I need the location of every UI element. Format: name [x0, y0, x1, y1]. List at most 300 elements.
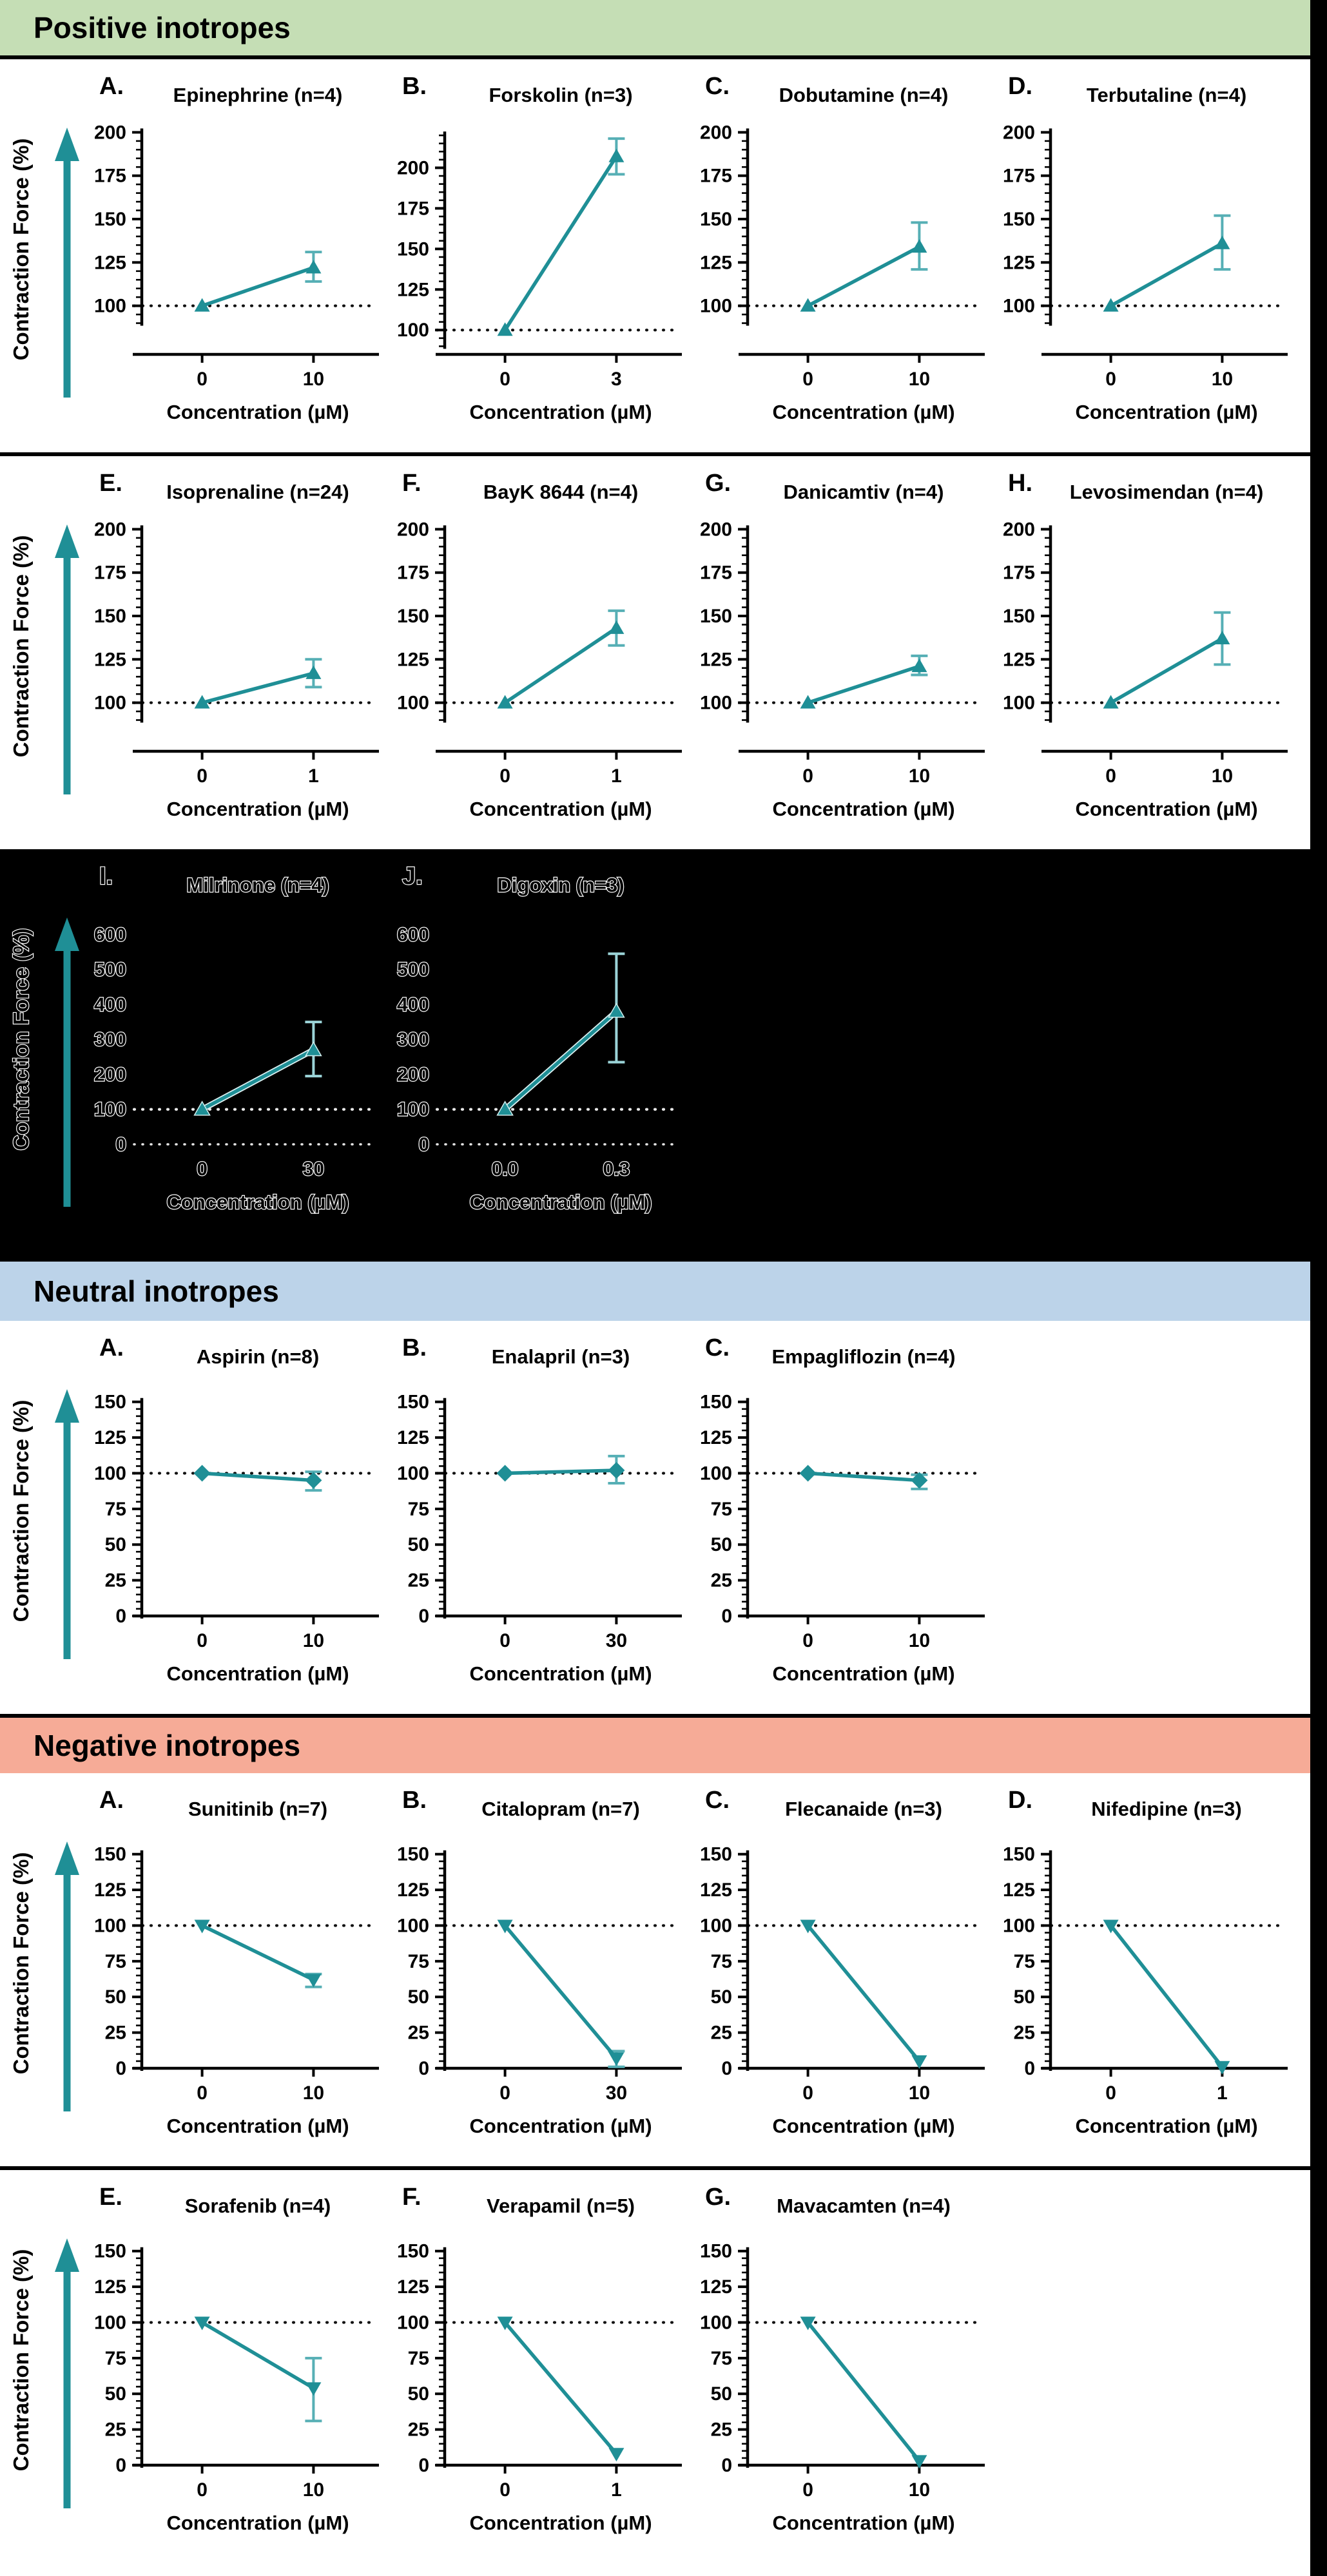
panel-letter: C.: [705, 1787, 730, 1814]
panel-letter: C.: [705, 73, 730, 100]
panel-letter: F.: [402, 2184, 421, 2211]
series-line: [505, 628, 617, 703]
x-tick-label: 0: [499, 1630, 510, 1651]
y-axis-label-canvas: [0, 2170, 90, 2563]
chart-title: Digoxin (n=3): [497, 874, 625, 896]
panel-letter: B.: [402, 1334, 427, 1361]
panel-letter: G.: [705, 2184, 731, 2211]
y-tick-label: 100: [699, 692, 732, 714]
chart-panel-d-nifedipine: [999, 1773, 1302, 2166]
data-point-marker: [305, 1042, 321, 1055]
y-tick-label: 175: [1002, 562, 1035, 584]
y-tick-label: 50: [710, 2383, 732, 2405]
series-line: [202, 1473, 314, 1480]
contraction-force-axis-label: [0, 2170, 90, 2563]
y-tick-label: 0: [418, 2058, 429, 2079]
x-tick-label: 0: [802, 369, 813, 390]
x-tick-label: 0: [802, 2479, 813, 2501]
y-tick-label: 200: [396, 1064, 429, 1086]
y-tick-label: 400: [396, 994, 429, 1015]
x-tick-label: 1: [611, 2479, 622, 2501]
y-tick-label: 75: [710, 1950, 732, 1972]
y-tick-label: 125: [93, 649, 126, 671]
y-tick-label: 100: [699, 2312, 732, 2334]
y-tick-label: 125: [699, 252, 732, 274]
chart-panel-c-flecanaide: [696, 1773, 999, 2166]
x-tick-label: 10: [908, 765, 931, 787]
chart-canvas: [696, 59, 999, 452]
y-tick-label: 500: [93, 959, 126, 981]
x-tick-label: 10: [1211, 765, 1234, 787]
y-tick-label: 0: [115, 2058, 126, 2079]
x-tick-label: 1: [1217, 2082, 1228, 2104]
y-tick-label: 0: [115, 1134, 126, 1155]
positive-row-3-black: [0, 849, 1327, 1262]
y-tick-label: 50: [710, 1534, 732, 1556]
panel-letter: E.: [99, 2184, 122, 2211]
x-tick-label: 10: [302, 1630, 325, 1651]
x-axis-title: Concentration (µM): [772, 401, 955, 423]
y-tick-label: 50: [407, 1534, 429, 1556]
x-axis-title: Concentration (µM): [469, 1191, 652, 1213]
y-tick-label: 25: [407, 2419, 429, 2441]
x-tick-label: 0: [1105, 2082, 1116, 2104]
y-tick-label: 150: [93, 1391, 126, 1413]
data-point-marker: [608, 2052, 624, 2066]
x-axis-title: Concentration (µM): [1075, 798, 1258, 820]
data-point-marker: [1214, 631, 1230, 644]
y-tick-label: 50: [407, 1986, 429, 2008]
x-tick-label: 0: [1105, 369, 1116, 390]
y-tick-label: 100: [1002, 295, 1035, 317]
y-tick-label: 50: [407, 2383, 429, 2405]
series-line: [505, 1012, 617, 1110]
x-tick-label: 10: [302, 2082, 325, 2104]
figure-right-border: [1310, 0, 1327, 2576]
section-negative: [0, 1714, 1327, 2563]
section-header-negative: [0, 1714, 1327, 1773]
y-tick-label: 125: [93, 2276, 126, 2298]
panel-letter: C.: [705, 1334, 730, 1361]
y-axis-title: Contraction Force (%): [9, 1399, 33, 1622]
chart-title: BayK 8644 (n=4): [483, 481, 639, 503]
y-axis-label-canvas: [0, 849, 90, 1262]
y-tick-label: 0: [418, 1134, 429, 1155]
y-tick-label: 600: [396, 924, 429, 946]
chart-title: Empagliflozin (n=4): [771, 1345, 956, 1368]
x-axis-title: Concentration (µM): [772, 798, 955, 820]
up-arrow-head-icon: [55, 918, 79, 951]
chart-canvas: [90, 2170, 393, 2563]
y-tick-label: 100: [699, 1915, 732, 1937]
chart-panel-e-sorafenib: [90, 2170, 393, 2563]
x-axis-title: Concentration (µM): [166, 1191, 349, 1213]
y-tick-label: 150: [396, 2240, 429, 2262]
x-tick-label: 0: [499, 765, 510, 787]
chart-panel-f-bayk8644: [393, 456, 696, 849]
y-tick-label: 100: [396, 320, 429, 341]
y-tick-label: 0: [721, 2455, 732, 2476]
x-axis-title: Concentration (µM): [772, 2115, 955, 2137]
x-tick-label: 0: [499, 369, 510, 390]
y-tick-label: 150: [699, 209, 732, 230]
y-tick-label: 100: [699, 295, 732, 317]
x-tick-label: 1: [611, 765, 622, 787]
x-axis-title: Concentration (µM): [772, 1662, 955, 1685]
chart-title: Levosimendan (n=4): [1069, 481, 1264, 503]
series-line: [808, 666, 920, 703]
y-tick-label: 125: [1002, 252, 1035, 274]
y-tick-label: 100: [93, 1915, 126, 1937]
chart-title: Terbutaline (n=4): [1086, 84, 1247, 106]
y-tick-label: 100: [396, 1915, 429, 1937]
y-tick-label: 600: [93, 924, 126, 946]
chart-canvas: [393, 1773, 696, 2166]
x-axis-title: Concentration (µM): [1075, 401, 1258, 423]
series-line: [1111, 639, 1223, 703]
chart-title: Verapamil (n=5): [486, 2195, 635, 2217]
y-tick-label: 0: [418, 1606, 429, 1627]
chart-title: Nifedipine (n=3): [1091, 1798, 1242, 1820]
y-tick-label: 50: [104, 1534, 126, 1556]
y-tick-label: 500: [396, 959, 429, 981]
y-tick-label: 150: [93, 606, 126, 627]
y-tick-label: 125: [396, 279, 429, 301]
neutral-row-1: [0, 1321, 1327, 1714]
y-tick-label: 400: [93, 994, 126, 1015]
x-tick-label: 0: [197, 2082, 208, 2104]
section-title-negative: Negative inotropes: [34, 1729, 301, 1762]
series-line: [808, 2322, 920, 2461]
panel-letter: E.: [99, 470, 122, 497]
chart-title: Danicamtiv (n=4): [783, 481, 944, 503]
y-tick-label: 150: [93, 209, 126, 230]
y-tick-label: 175: [699, 165, 732, 187]
y-tick-label: 50: [1013, 1986, 1035, 2008]
positive-row-1: [0, 59, 1327, 452]
up-arrow-head-icon: [55, 1841, 79, 1875]
chart-panel-i-milrinone: [90, 849, 393, 1262]
panel-letter: D.: [1008, 1787, 1032, 1814]
y-tick-label: 150: [1002, 606, 1035, 627]
y-tick-label: 25: [104, 2419, 126, 2441]
series-line: [202, 1925, 314, 1979]
x-tick-label: 0: [197, 369, 208, 390]
chart-canvas: [90, 1321, 393, 1714]
contraction-force-axis-label: [0, 456, 90, 849]
y-tick-label: 150: [396, 238, 429, 260]
x-tick-label: 0: [802, 765, 813, 787]
chart-title: Enalapril (n=3): [491, 1345, 630, 1368]
data-point-marker: [608, 2448, 624, 2461]
chart-canvas: [696, 456, 999, 849]
x-tick-label: 0.3: [603, 1158, 630, 1180]
chart-panel-b-forskolin: [393, 59, 696, 452]
panel-letter: A.: [99, 1787, 124, 1814]
x-tick-label: 0: [197, 1630, 208, 1651]
section-header-neutral: [0, 1262, 1327, 1321]
x-tick-label: 10: [908, 2082, 931, 2104]
y-tick-label: 150: [93, 1843, 126, 1865]
data-point-marker: [195, 2316, 210, 2330]
x-tick-label: 0: [499, 2082, 510, 2104]
series-line: [505, 157, 617, 330]
up-arrow-head-icon: [55, 524, 79, 558]
y-axis-title: Contraction Force (%): [9, 2249, 33, 2472]
chart-canvas: [393, 1321, 696, 1714]
x-tick-label: 10: [302, 2479, 325, 2501]
y-tick-label: 100: [93, 1099, 126, 1120]
panel-letter: I.: [99, 863, 113, 890]
chart-panel-c-dobutamine: [696, 59, 999, 452]
y-axis-title: Contraction Force (%): [9, 1852, 33, 2075]
chart-title: Mavacamten (n=4): [777, 2195, 951, 2217]
x-axis-title: Concentration (µM): [1075, 2115, 1258, 2137]
y-tick-label: 0: [115, 1606, 126, 1627]
chart-canvas: [393, 456, 696, 849]
contraction-force-axis-label: [0, 1321, 90, 1714]
section-neutral: [0, 1262, 1327, 1714]
negative-row-2: [0, 2166, 1327, 2563]
y-tick-label: 75: [104, 2347, 126, 2369]
chart-canvas: [393, 59, 696, 452]
chart-panel-f-verapamil: [393, 2170, 696, 2563]
y-tick-label: 25: [104, 2022, 126, 2044]
y-tick-label: 100: [396, 1463, 429, 1485]
x-axis-title: Concentration (µM): [469, 401, 652, 423]
y-tick-label: 200: [699, 122, 732, 144]
chart-panel-g-mavacamten: [696, 2170, 999, 2563]
x-tick-label: 0: [802, 1630, 813, 1651]
y-tick-label: 75: [1013, 1950, 1035, 1972]
y-tick-label: 75: [104, 1950, 126, 1972]
y-tick-label: 100: [396, 1099, 429, 1120]
empty-cell: [999, 2170, 1302, 2563]
y-tick-label: 75: [407, 2347, 429, 2369]
y-tick-label: 75: [407, 1950, 429, 1972]
series-line: [202, 267, 314, 305]
series-line: [808, 1473, 920, 1480]
data-point-marker: [497, 1465, 514, 1481]
y-tick-label: 25: [104, 1570, 126, 1591]
chart-title: Sunitinib (n=7): [188, 1798, 328, 1820]
y-tick-label: 200: [93, 122, 126, 144]
x-tick-label: 0: [802, 2082, 813, 2104]
y-tick-label: 200: [93, 519, 126, 541]
y-tick-label: 100: [396, 2312, 429, 2334]
empty-cell: [696, 849, 999, 1262]
y-tick-label: 125: [1002, 1879, 1035, 1901]
series-line: [505, 1470, 617, 1473]
y-tick-label: 150: [1002, 209, 1035, 230]
y-tick-label: 25: [407, 1570, 429, 1591]
x-axis-title: Concentration (µM): [166, 1662, 349, 1685]
x-tick-label: 0.0: [491, 1158, 519, 1180]
y-tick-label: 150: [699, 1391, 732, 1413]
y-tick-label: 50: [104, 2383, 126, 2405]
data-point-marker: [608, 1004, 624, 1017]
y-tick-label: 150: [396, 1391, 429, 1413]
chart-title: Isoprenaline (n=24): [166, 481, 349, 503]
x-tick-label: 1: [308, 765, 319, 787]
y-tick-label: 75: [710, 1498, 732, 1520]
chart-title: Milrinone (n=4): [186, 874, 329, 896]
panel-letter: B.: [402, 73, 427, 100]
chart-panel-b-citalopram: [393, 1773, 696, 2166]
series-line: [505, 2322, 617, 2454]
panel-letter: F.: [402, 470, 421, 497]
y-tick-label: 200: [1002, 122, 1035, 144]
panel-letter: G.: [705, 470, 731, 497]
x-tick-label: 10: [908, 2479, 931, 2501]
chart-title: Aspirin (n=8): [196, 1345, 320, 1368]
y-tick-label: 200: [699, 519, 732, 541]
y-tick-label: 100: [93, 1463, 126, 1485]
y-tick-label: 100: [93, 2312, 126, 2334]
y-axis-title: Contraction Force (%): [9, 928, 33, 1151]
x-axis-title: Concentration (µM): [166, 2512, 349, 2534]
x-tick-label: 30: [605, 1630, 628, 1651]
chart-canvas: [90, 59, 393, 452]
chart-panel-j-digoxin: [393, 849, 696, 1262]
y-tick-label: 300: [396, 1029, 429, 1051]
chart-panel-c-empagliflozin: [696, 1321, 999, 1714]
chart-panel-a-epinephrine: [90, 59, 393, 452]
chart-panel-e-isoprenaline: [90, 456, 393, 849]
y-tick-label: 125: [699, 649, 732, 671]
empty-cell: [999, 1321, 1302, 1714]
y-tick-label: 100: [1002, 1915, 1035, 1937]
data-point-marker: [608, 149, 624, 162]
up-arrow-head-icon: [55, 2238, 79, 2272]
y-tick-label: 175: [396, 198, 429, 220]
data-point-marker: [608, 620, 624, 634]
y-tick-label: 100: [699, 1463, 732, 1485]
data-point-marker: [1103, 695, 1119, 709]
y-axis-label-canvas: [0, 1773, 90, 2166]
chart-panel-h-levosimendan: [999, 456, 1302, 849]
chart-canvas: [393, 2170, 696, 2563]
y-tick-label: 125: [396, 1427, 429, 1449]
y-tick-label: 125: [396, 2276, 429, 2298]
x-axis-title: Concentration (µM): [469, 798, 652, 820]
chart-title: Epinephrine (n=4): [173, 84, 343, 106]
x-tick-label: 10: [908, 369, 931, 390]
y-axis-label-canvas: [0, 1321, 90, 1714]
series-line: [202, 1050, 314, 1109]
panel-letter: J.: [402, 863, 423, 890]
y-tick-label: 100: [1002, 692, 1035, 714]
chart-title: Dobutamine (n=4): [779, 84, 949, 106]
data-point-marker: [608, 1462, 625, 1479]
x-tick-label: 3: [611, 369, 622, 390]
y-tick-label: 150: [699, 2240, 732, 2262]
series-line: [808, 247, 920, 306]
y-tick-label: 125: [93, 1879, 126, 1901]
x-axis-title: Concentration (µM): [166, 401, 349, 423]
positive-row-2: [0, 452, 1327, 849]
y-tick-label: 25: [1013, 2022, 1035, 2044]
chart-panel-a-sunitinib: [90, 1773, 393, 2166]
panel-letter: A.: [99, 1334, 124, 1361]
x-tick-label: 10: [1211, 369, 1234, 390]
y-tick-label: 200: [396, 519, 429, 541]
y-tick-label: 0: [418, 2455, 429, 2476]
data-point-marker: [800, 1465, 817, 1481]
section-title-neutral: Neutral inotropes: [34, 1274, 279, 1308]
x-tick-label: 0: [197, 1158, 208, 1180]
y-tick-label: 50: [104, 1986, 126, 2008]
chart-canvas: [90, 456, 393, 849]
y-tick-label: 25: [710, 2419, 732, 2441]
y-tick-label: 125: [93, 252, 126, 274]
up-arrow-head-icon: [55, 128, 79, 161]
chart-panel-a-aspirin: [90, 1321, 393, 1714]
panel-letter: A.: [99, 73, 124, 100]
panel-letter: D.: [1008, 73, 1032, 100]
y-tick-label: 0: [721, 2058, 732, 2079]
y-tick-label: 200: [1002, 519, 1035, 541]
y-tick-label: 0: [721, 1606, 732, 1627]
x-tick-label: 0: [197, 765, 208, 787]
chart-canvas: [90, 849, 393, 1262]
y-tick-label: 150: [396, 606, 429, 627]
y-tick-label: 125: [396, 649, 429, 671]
y-tick-label: 175: [93, 165, 126, 187]
chart-canvas: [999, 456, 1302, 849]
chart-panel-g-danicamtiv: [696, 456, 999, 849]
chart-panel-d-terbutaline: [999, 59, 1302, 452]
data-point-marker: [305, 1974, 321, 1988]
x-tick-label: 30: [605, 2082, 628, 2104]
contraction-force-axis-label: [0, 1773, 90, 2166]
y-tick-label: 0: [115, 2455, 126, 2476]
y-tick-label: 175: [699, 562, 732, 584]
y-tick-label: 125: [699, 1427, 732, 1449]
data-point-marker: [305, 260, 321, 273]
y-tick-label: 300: [93, 1029, 126, 1051]
chart-canvas: [696, 1773, 999, 2166]
x-axis-title: Concentration (µM): [166, 798, 349, 820]
y-tick-label: 150: [396, 1843, 429, 1865]
contraction-force-axis-label: [0, 849, 90, 1262]
panel-letter: H.: [1008, 470, 1032, 497]
x-axis-title: Concentration (µM): [469, 2115, 652, 2137]
chart-title: Forskolin (n=3): [489, 84, 633, 106]
y-axis-label-canvas: [0, 59, 90, 452]
series-line: [202, 673, 314, 703]
y-tick-label: 100: [93, 692, 126, 714]
contraction-force-axis-label: [0, 59, 90, 452]
y-tick-label: 25: [407, 2022, 429, 2044]
y-tick-label: 125: [699, 1879, 732, 1901]
data-point-marker: [1214, 236, 1230, 249]
series-line: [1111, 244, 1223, 306]
series-line: [505, 1925, 617, 2058]
y-tick-label: 125: [699, 2276, 732, 2298]
x-tick-label: 10: [302, 369, 325, 390]
x-tick-label: 0: [499, 2479, 510, 2501]
y-tick-label: 125: [93, 1427, 126, 1449]
data-point-marker: [911, 239, 927, 253]
y-tick-label: 75: [104, 1498, 126, 1520]
data-point-marker: [194, 1465, 211, 1481]
data-point-marker: [911, 658, 927, 672]
y-tick-label: 150: [699, 1843, 732, 1865]
y-tick-label: 150: [1002, 1843, 1035, 1865]
x-axis-title: Concentration (µM): [166, 2115, 349, 2137]
chart-title: Sorafenib (n=4): [184, 2195, 331, 2217]
